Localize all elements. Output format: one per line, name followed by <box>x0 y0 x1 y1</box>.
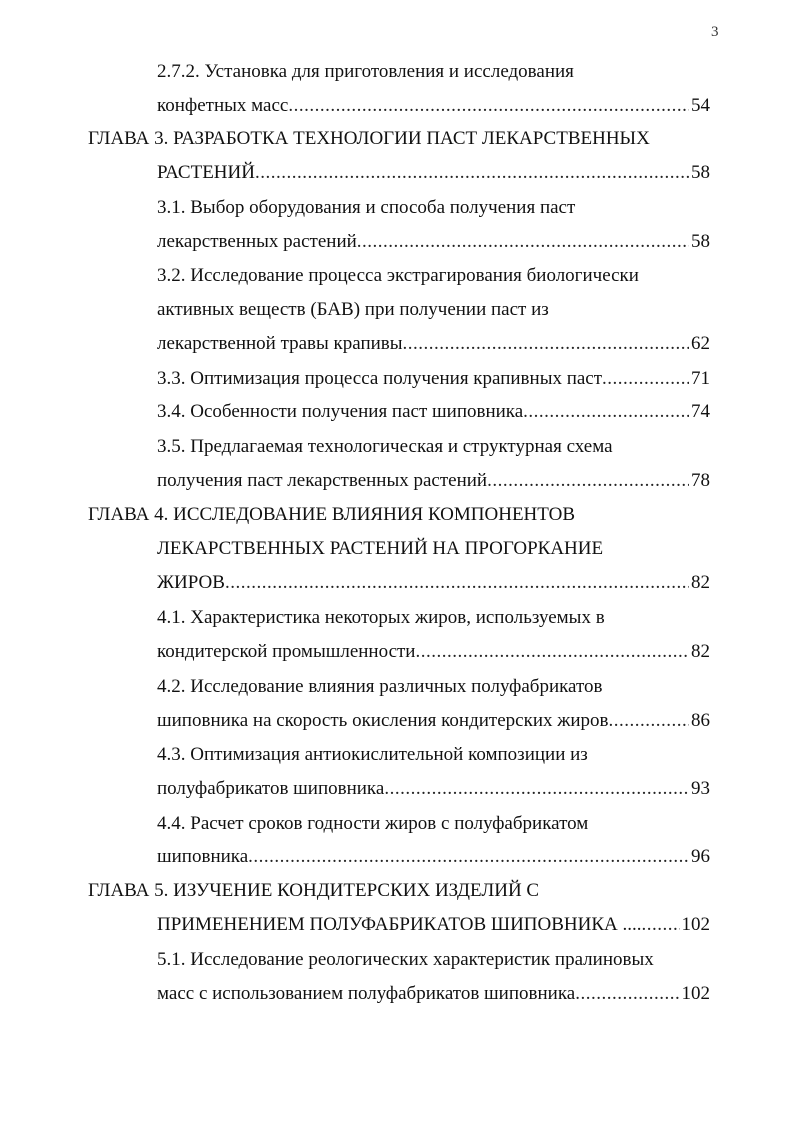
toc-line <box>157 60 574 84</box>
toc-text: РАСТЕНИЙ <box>157 162 255 183</box>
toc-line <box>157 675 603 699</box>
dot-leader <box>642 913 680 937</box>
toc-page-number: 58 <box>691 231 710 252</box>
toc-page-number: 86 <box>691 710 710 731</box>
toc-text: ГЛАВА 3. РАЗРАБОТКА ТЕХНОЛОГИИ ПАСТ ЛЕКАРСТВЕННЫХ <box>88 128 650 149</box>
toc-text: лекарственных растений <box>157 231 357 252</box>
toc-text: 3.3. Оптимизация процесса получения крапивных паст <box>157 368 603 389</box>
toc-text: шиповника на скорость окисления кондитерских жиров <box>157 710 609 731</box>
toc-line <box>157 743 588 767</box>
toc-page-number: 54 <box>691 95 710 116</box>
dot-leader <box>255 161 689 185</box>
toc-line <box>157 606 605 630</box>
toc-page-number: 58 <box>691 162 710 183</box>
toc-text: 4.3. Оптимизация антиокислительной композиции из <box>157 744 588 765</box>
toc-page-number: 71 <box>691 368 710 389</box>
toc-entry <box>157 913 710 937</box>
dot-leader <box>415 640 689 664</box>
toc-text: 3.1. Выбор оборудования и способа получения паст <box>157 197 576 218</box>
toc-entry <box>157 400 710 424</box>
toc-page-number: 93 <box>691 778 710 799</box>
toc-page-number: 96 <box>691 846 710 867</box>
toc-text: 3.5. Предлагаемая технологическая и структурная схема <box>157 436 613 457</box>
toc-line <box>157 948 654 972</box>
dot-leader <box>487 469 689 493</box>
dot-leader <box>403 332 689 356</box>
toc-text: ПРИМЕНЕНИЕМ ПОЛУФАБРИКАТОВ ШИПОВНИКА .... <box>157 914 642 935</box>
toc-text: 4.1. Характеристика некоторых жиров, используемых в <box>157 607 605 628</box>
toc-entry <box>157 161 710 185</box>
toc-text: 4.2. Исследование влияния различных полуфабрикатов <box>157 676 603 697</box>
toc-text: активных веществ (БАВ) при получении паст из <box>157 299 549 320</box>
toc-page-number: 102 <box>681 914 710 935</box>
toc-page-number: 82 <box>691 641 710 662</box>
toc-page-number: 78 <box>691 470 710 491</box>
toc-text: 4.4. Расчет сроков годности жиров с полуфабрикатом <box>157 813 589 834</box>
dot-leader <box>225 571 689 595</box>
toc-text: масс с использованием полуфабрикатов шиповника <box>157 983 576 1004</box>
page-number: 3 <box>711 24 719 40</box>
toc-entry <box>157 777 710 801</box>
toc-entry <box>157 845 710 869</box>
toc-text: 3.4. Особенности получения паст шиповника <box>157 401 524 422</box>
dot-leader <box>602 367 689 391</box>
toc-text: конфетных масс <box>157 95 289 116</box>
toc-text: ГЛАВА 5. ИЗУЧЕНИЕ КОНДИТЕРСКИХ ИЗДЕЛИЙ С <box>88 880 540 901</box>
toc-entry <box>157 640 710 664</box>
chapter-heading <box>157 537 603 561</box>
toc-text: 3.2. Исследование процесса экстрагирования биологически <box>157 265 639 286</box>
dot-leader <box>248 845 689 869</box>
toc-text: ЖИРОВ <box>157 572 225 593</box>
toc-entry <box>157 982 710 1006</box>
toc-text: кондитерской промышленности <box>157 641 416 662</box>
toc-text: шиповника <box>157 846 249 867</box>
toc-line <box>157 435 613 459</box>
toc-entry <box>157 709 710 733</box>
toc-entry <box>157 571 710 595</box>
toc-entry <box>157 367 710 391</box>
toc-text: ЛЕКАРСТВЕННЫХ РАСТЕНИЙ НА ПРОГОРКАНИЕ <box>157 538 604 559</box>
dot-leader <box>288 94 689 118</box>
toc-entry <box>157 94 710 118</box>
toc-text: лекарственной травы крапивы <box>157 333 403 354</box>
toc-text: получения паст лекарственных растений <box>157 470 488 491</box>
dot-leader <box>575 982 679 1006</box>
chapter-heading <box>88 503 575 527</box>
toc-line <box>157 812 588 836</box>
dot-leader <box>609 709 689 733</box>
toc-page-number: 74 <box>691 401 710 422</box>
toc-text: ГЛАВА 4. ИССЛЕДОВАНИЕ ВЛИЯНИЯ КОМПОНЕНТОВ <box>88 504 576 525</box>
toc-entry <box>157 469 710 493</box>
chapter-heading <box>88 127 650 151</box>
toc-page-number: 102 <box>681 983 710 1004</box>
toc-line <box>157 196 575 220</box>
toc-entry <box>157 332 710 356</box>
toc-page-number: 82 <box>691 572 710 593</box>
toc-line <box>157 298 549 322</box>
toc-text: 2.7.2. Установка для приготовления и исследования <box>157 61 574 82</box>
dot-leader <box>523 400 689 424</box>
toc-entry <box>157 230 710 254</box>
dot-leader <box>357 230 689 254</box>
toc-text: полуфабрикатов шиповника <box>157 778 385 799</box>
chapter-heading <box>88 879 539 903</box>
toc-line <box>157 264 639 288</box>
toc-text: 5.1. Исследование реологических характеристик пралиновых <box>157 949 654 970</box>
dot-leader <box>384 777 689 801</box>
toc-page-number: 62 <box>691 333 710 354</box>
